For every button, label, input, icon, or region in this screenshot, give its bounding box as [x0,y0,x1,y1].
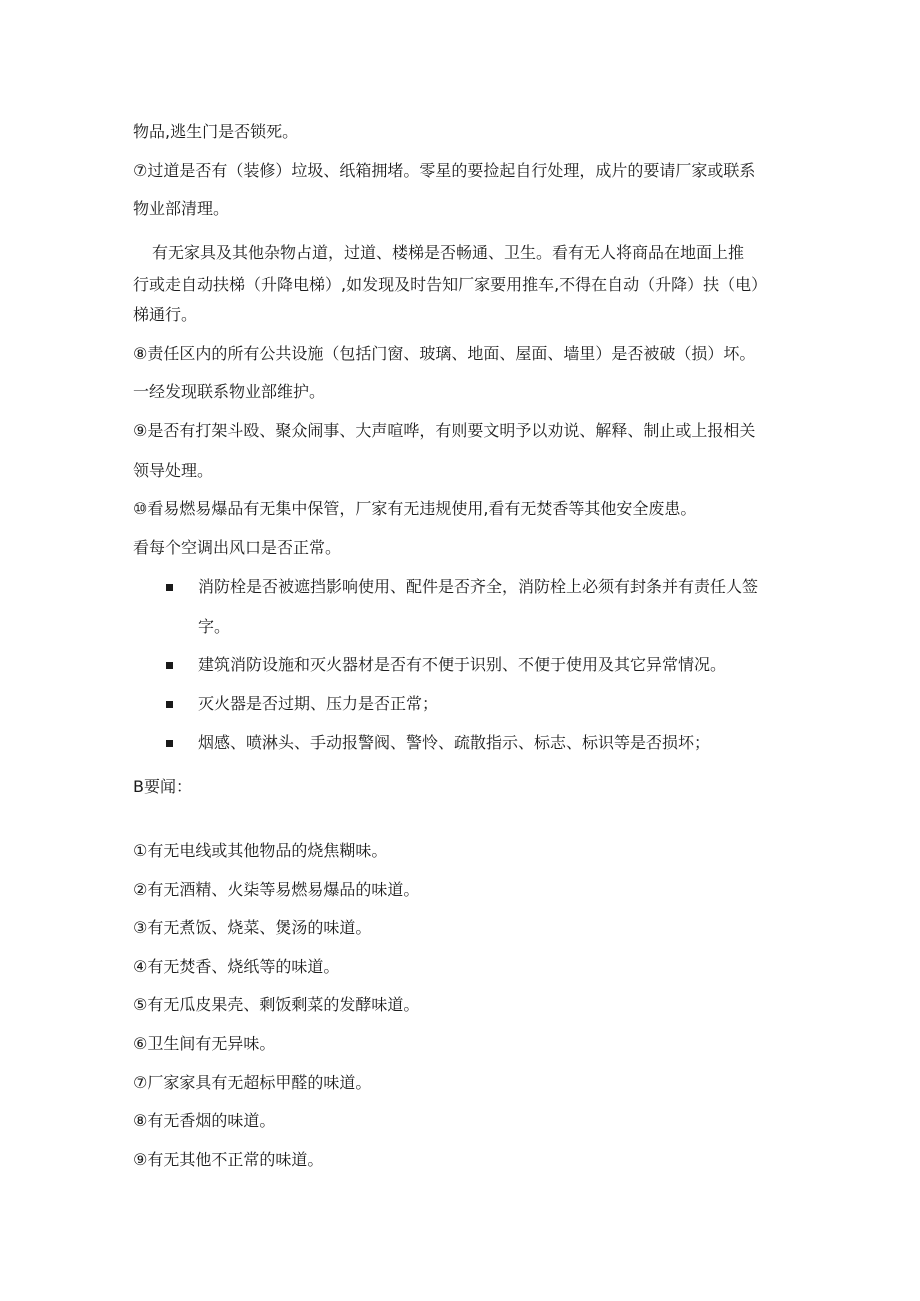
bullet-marker [166,584,173,591]
list-item: ①有无电线或其他物品的烧焦糊味。 [133,841,388,860]
paragraph-first-line: 有无家具及其他杂物占道，过道、楼梯是否畅通、卫生。看有无人将商品在地面上推 [152,243,745,262]
list-item: ⑥卫生间有无异味。 [133,1034,276,1053]
list-item: ②有无酒精、火柒等易燃易爆品的味道。 [133,880,420,899]
text-line: 看每个空调出风口是否正常。 [133,538,342,557]
text-line: ⑦过道是否有（装修）垃圾、纸箱拥堵。零星的要捡起自行处理，成片的要请厂家或联系 [133,161,756,180]
bullet-item-continuation: 字。 [198,617,231,636]
list-item: ⑤有无瓜皮果壳、剩饭剩菜的发酵味道。 [133,995,420,1014]
text-line: 物业部清理。 [133,199,230,218]
bullet-item: 烟感、喷淋头、手动报警阀、警怜、疏散指示、标志、标识等是否损坏； [198,733,711,752]
bullet-item: 建筑消防设施和灭火器材是否有不便于识别、不便于使用及其它异常情况。 [198,655,727,674]
text-line: ⑧责任区内的所有公共设施（包括门窗、玻璃、地面、屋面、墙里）是否被破（损）坏。 [133,344,756,363]
text-line: ⑩看易燃易爆品有无集中保管，厂家有无违规使用,看有无焚香等其他安全废患。 [133,499,697,518]
text-line: 梯通行。 [133,305,198,324]
text-line: 一经发现联系物业部维护。 [133,382,326,401]
list-item: ⑧有无香烟的味道。 [133,1111,276,1130]
text-line: 行或走自动扶梯（升降电梯）,如发现及时告知厂家要用推车,不得在自动（升降）扶（电） [133,275,768,294]
bullet-item: 灭火器是否过期、压力是否正常； [198,694,439,713]
section-heading: B要闻： [133,777,192,796]
text-line: 领导处理。 [133,461,214,480]
list-item: ③有无煮饭、烧菜、煲汤的味道。 [133,918,372,937]
text-line: ⑨是否有打架斗殴、聚众闹事、大声喧哗，有则要文明予以劝说、解释、制止或上报相关 [133,421,756,440]
text-line: 物品,逃生门是否锁死。 [133,122,299,141]
bullet-marker [166,662,173,669]
bullet-marker [166,740,173,747]
bullet-marker [166,701,173,708]
list-item: ⑨有无其他不正常的味道。 [133,1150,324,1169]
bullet-item: 消防栓是否被遮挡影响使用、配件是否齐全，消防栓上必须有封条并有责任人签 [198,577,759,596]
list-item: ④有无焚香、烧纸等的味道。 [133,957,340,976]
list-item: ⑦厂家家具有无超标甲醛的味道。 [133,1073,372,1092]
